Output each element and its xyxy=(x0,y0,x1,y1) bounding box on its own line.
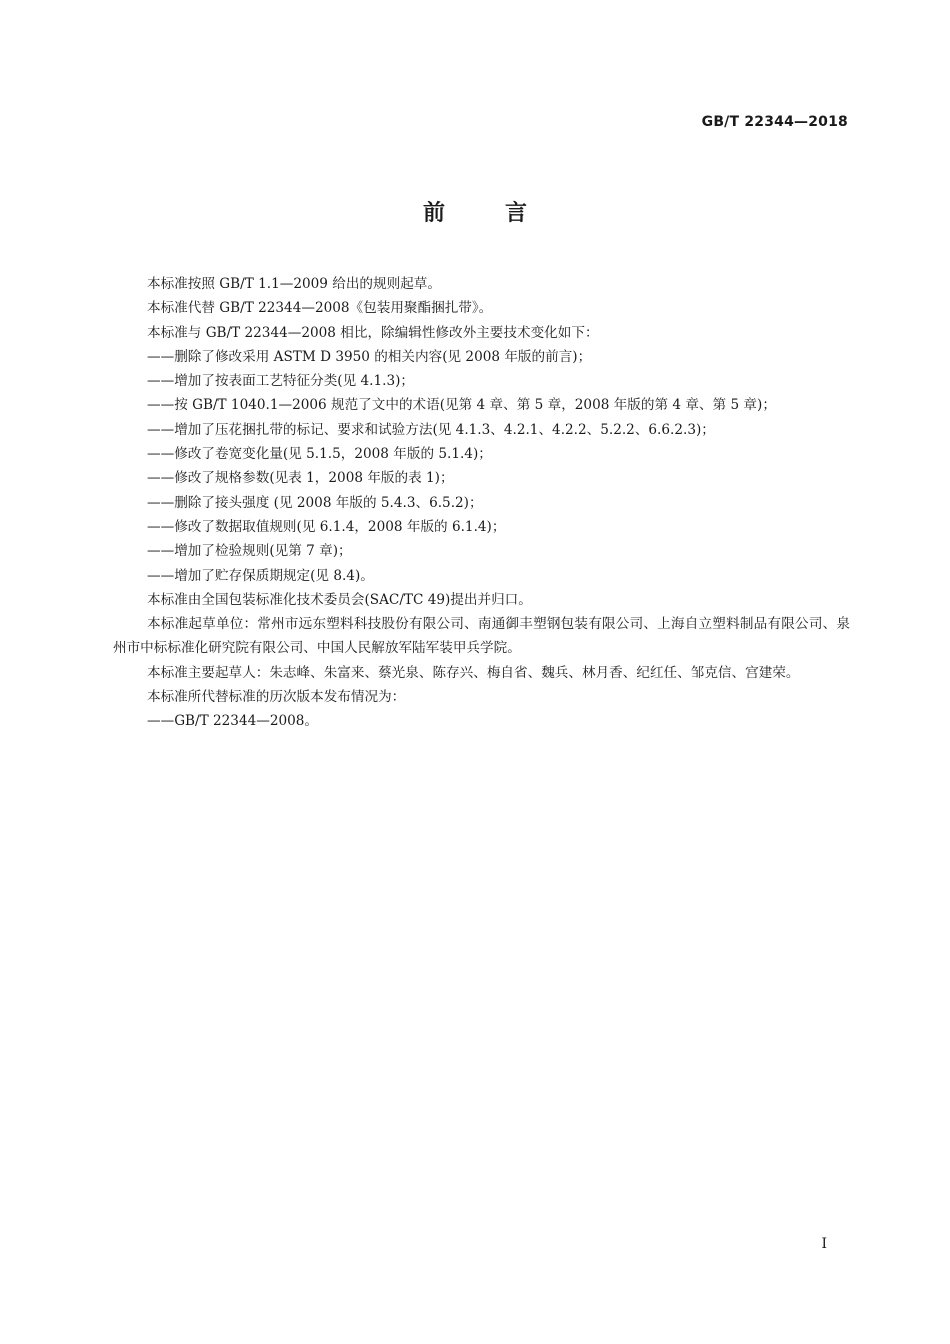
change-item: ——增加了贮存保质期规定(见 8.4)。 xyxy=(147,567,374,584)
history-item: ——GB/T 22344—2008。 xyxy=(147,713,319,730)
standard-code: GB/T 22344—2018 xyxy=(701,114,848,130)
change-item: ——删除了接头强度 (见 2008 年版的 5.4.3、6.5.2)； xyxy=(147,494,483,511)
paragraph-drafters: 本标准主要起草人：朱志峰、朱富来、蔡光泉、陈存兴、梅自省、魏兵、林月香、纪红任、邹克信、宫建荣。 xyxy=(147,664,800,681)
page-number: I xyxy=(821,1236,827,1252)
foreword-body xyxy=(113,272,850,734)
change-item: ——修改了规格参数(见表 1，2008 年版的表 1)； xyxy=(147,470,454,487)
paragraph-drafting-units: 本标准起草单位：常州市远东塑料科技股份有限公司、南通御丰塑钢包装有限公司、上海自立塑料制品有限公司、泉州市中标标准化研究院有限公司、中国人民解放军陆军装甲兵学院。 xyxy=(113,616,850,657)
paragraph-proposer: 本标准由全国包装标准化技术委员会(SAC/TC 49)提出并归口。 xyxy=(147,591,532,608)
change-item: ——删除了修改采用 ASTM D 3950 的相关内容(见 2008 年版的前言)； xyxy=(147,348,592,365)
paragraph-changes-intro: 本标准与 GB/T 22344—2008 相比，除编辑性修改外主要技术变化如下： xyxy=(147,324,599,341)
change-item: ——修改了卷宽变化量(见 5.1.5，2008 年版的 5.1.4)； xyxy=(147,446,492,463)
paragraph-replaces: 本标准代替 GB/T 22344—2008《包装用聚酯捆扎带》。 xyxy=(147,300,493,317)
change-item: ——增加了按表面工艺特征分类(见 4.1.3)； xyxy=(147,373,415,390)
paragraph-drafting-rules: 本标准按照 GB/T 1.1—2009 给出的规则起草。 xyxy=(147,276,441,292)
paragraph-history-intro: 本标准所代替标准的历次版本发布情况为： xyxy=(147,689,406,706)
page-title: 前言 xyxy=(422,201,587,226)
change-item: ——按 GB/T 1040.1—2006 规范了文中的术语(见第 4 章、第 5 章，2008 年版的第 4 章、第 5 章)； xyxy=(147,397,776,414)
change-item: ——增加了压花捆扎带的标记、要求和试验方法(见 4.1.3、4.2.1、4.2.2、5.2.2、6.6.2.3)； xyxy=(147,421,715,438)
change-item: ——修改了数据取值规则(见 6.1.4，2008 年版的 6.1.4)； xyxy=(147,518,506,535)
change-item: ——增加了检验规则(见第 7 章)； xyxy=(147,543,352,560)
